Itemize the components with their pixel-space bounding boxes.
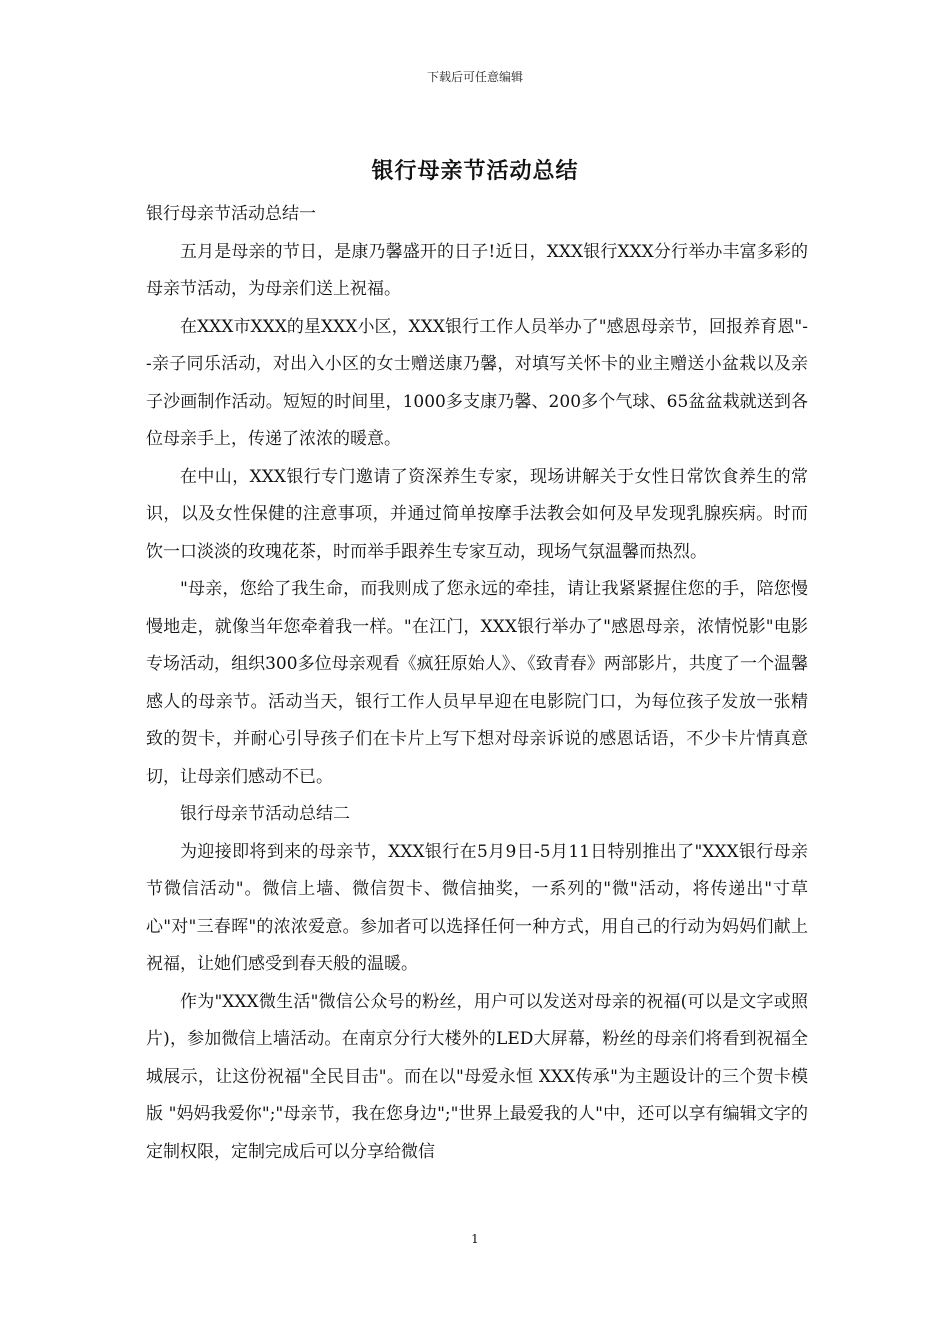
paragraph: 五月是母亲的节日，是康乃馨盛开的日子!近日，XXX银行XXX分行举办丰富多彩的母亲节活动，为母亲们送上祝福。	[146, 241, 808, 299]
paragraph: 在中山，XXX银行专门邀请了资深养生专家，现场讲解关于女性日常饮食养生的常识，以及女性保健的注意事项，并通过简单按摩手法教会如何及早发现乳腺疾病。时而饮一口淡淡的玫瑰花茶，时而举手跟养生专家互动，现场气氛温馨而热烈。	[146, 466, 808, 562]
paragraph: 在XXX市XXX的星XXX小区，XXX银行工作人员举办了"感恩母亲节，回报养育恩"--亲子同乐活动，对出入小区的女士赠送康乃馨，对填写关怀卡的业主赠送小盆栽以及亲子沙画制作活动。短短的时间里，1000多支康乃馨、200多个气球、65盆盆栽就送到各位母亲手上，传递了浓浓的暖意。	[146, 316, 808, 449]
paragraph: "母亲，您给了我生命，而我则成了您永远的牵挂，请让我紧紧握住您的手，陪您慢慢地走，就像当年您牵着我一样。"在江门，XXX银行举办了"感恩母亲，浓情悦影"电影专场活动，组织300多位母亲观看《疯狂原始人》、《致青春》两部影片，共度了一个温馨感人的母亲节。活动当天，银行工作人员早早迎在电影院门口，为每位孩子发放一张精致的贺卡，并耐心引导孩子们在卡片上写下想对母亲诉说的感恩话语，不少卡片情真意切，让母亲们感动不已。	[146, 579, 808, 787]
page-header-note: 下载后可任意编辑	[426, 70, 523, 84]
paragraph: 为迎接即将到来的母亲节，XXX银行在5月9日-5月11日特别推出了"XXX银行母亲节微信活动"。微信上墙、微信贺卡、微信抽奖，一系列的"微"活动，将传递出"寸草心"对"三春晖"的浓浓爱意。参加者可以选择任何一种方式，用自己的行动为妈妈们献上祝福，让她们感受到春天般的温暖。	[146, 841, 808, 974]
page-number: 1	[471, 1232, 479, 1246]
document-body	[146, 196, 808, 1171]
section-heading-2: 银行母亲节活动总结二	[180, 804, 350, 824]
paragraph: 作为"XXX微生活"微信公众号的粉丝，用户可以发送对母亲的祝福(可以是文字或照片)，参加微信上墙活动。在南京分行大楼外的LED大屏幕，粉丝的母亲们将看到祝福全城展示，让这份祝福"全民目击"。而在以"母爱永恒 XXX传承"为主题设计的三个贺卡模版 "妈妈我爱你";"母亲节，我在您身边";"世界上最爱我的人"中，还可以享有编辑文字的定制权限，定制完成后可以分享给微信	[146, 991, 808, 1162]
document-title: 银行母亲节活动总结	[371, 158, 579, 184]
section-heading-1: 银行母亲节活动总结一	[146, 204, 316, 224]
